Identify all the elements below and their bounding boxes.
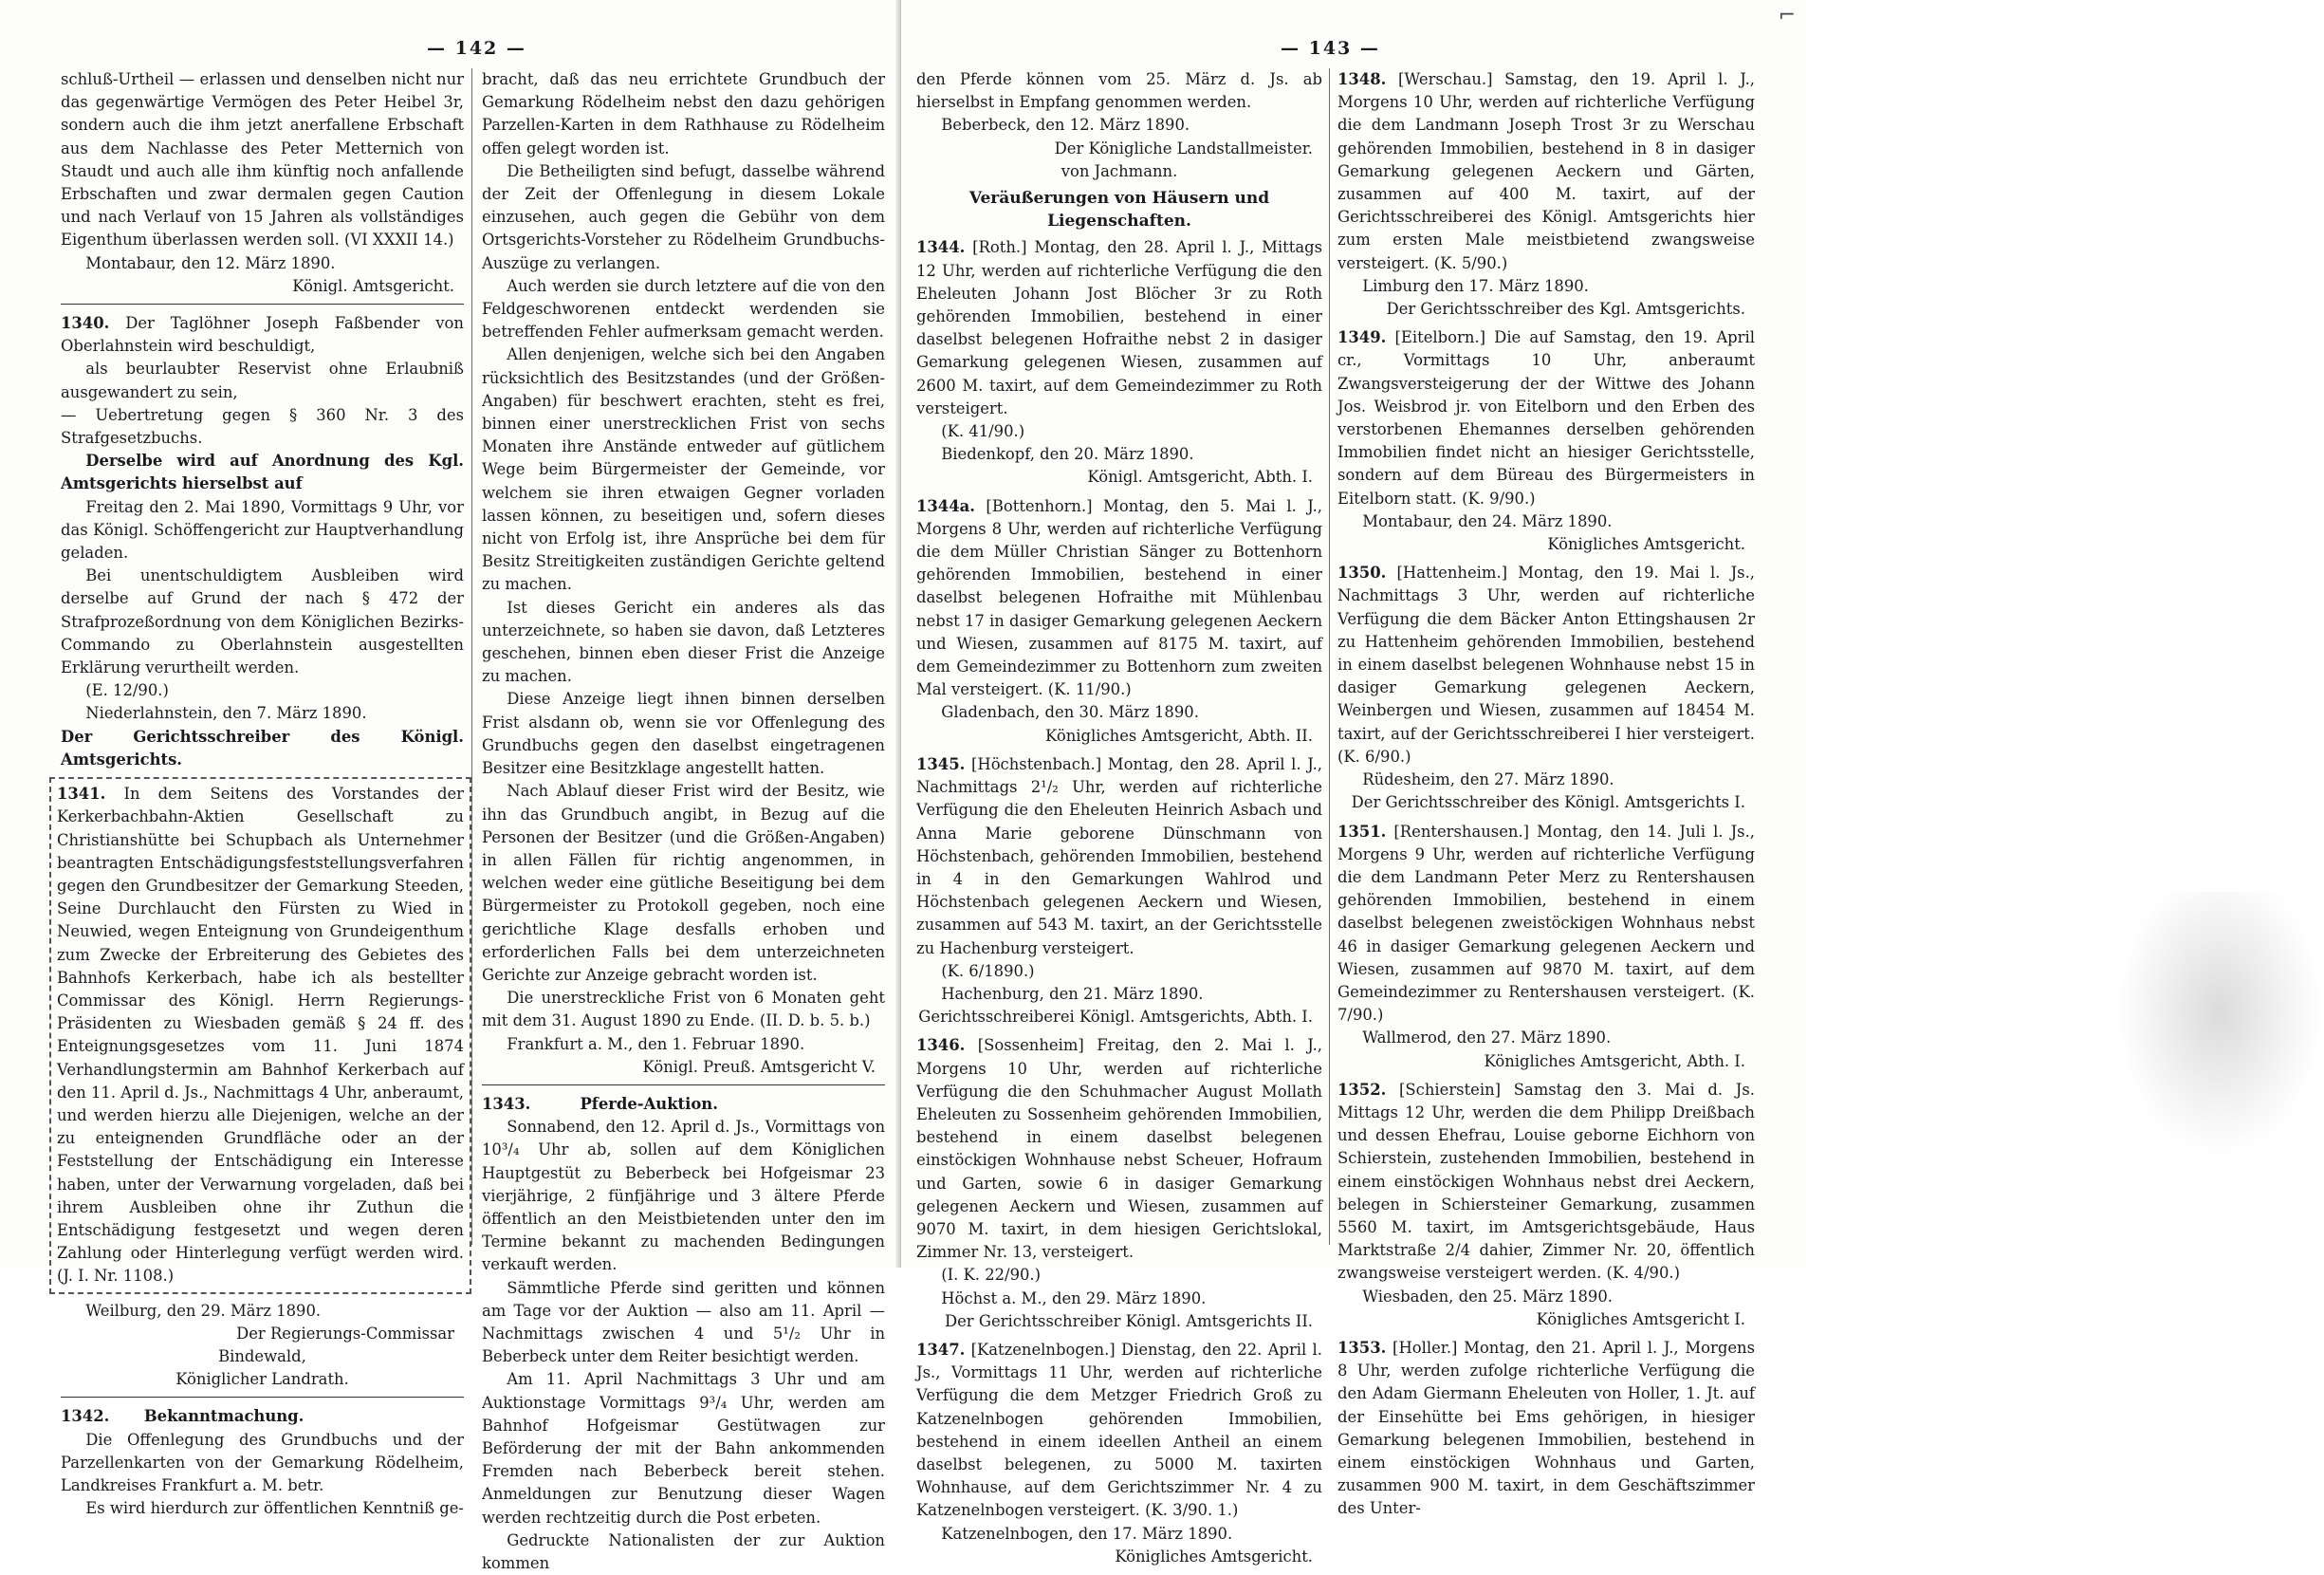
notice-1353: [1337, 1337, 1755, 1521]
notice-number: 1340.: [61, 314, 110, 333]
notice-text: Sonnabend, den 12. April d. Js., Vormittags von 10³/₄ Uhr ab, sollen auf dem Königlichen Hauptgestüt zu Beberbeck bei Hofgeismar 23 vierjährige, 2 fünfjährige und 3 ältere Pferde öffentlich an den Meistbietenden unter den im Termine bekannt zu machenden Bedingungen verkauft werden.: [482, 1118, 885, 1274]
notice-place-date: Katzenelnbogen, den 17. März 1890.: [941, 1524, 1233, 1543]
notice-place-date: Montabaur, den 12. März 1890.: [85, 253, 336, 272]
notice-signer: Der Königliche Landstallmeister.: [1054, 139, 1313, 158]
right-column-b: [1337, 68, 1755, 1518]
notice-signer: Königl. Preuß. Amtsgericht V.: [642, 1057, 876, 1076]
left-page: [0, 0, 901, 1572]
notice-text: Diese Anzeige liegt ihnen binnen derselben Frist alsdann ob, wenn sie vor Offenlegung des Grundbuchs gegen den daselbst eingetragenen Besitzer eine Besitzklage angestellt hatten.: [482, 690, 885, 778]
notice-signer: Der Gerichtsschreiber Königl. Amtsgerichts II.: [944, 1311, 1313, 1330]
notice-reference: (K. 5/90.): [1433, 253, 1508, 272]
notice-number: 1345.: [916, 754, 966, 773]
left-column-a: [57, 68, 464, 1518]
notice-reference: (I. K. 22/90.): [941, 1266, 1042, 1285]
corner-mark: ⌐: [1778, 4, 1796, 28]
notice-text: schluß-Urtheil — erlassen und denselben nicht nur das gegenwärtige Vermögen des Peter Heibel 3r, sondern auch die ihm jetzt anerfallene Erbschaft aus dem Nachlasse des Peter Metternich von Staudt und auch alle ihm künftig noch anfallende Erbschaften und zwar dermalen gegen Caution und nach Verlauf von 15 Jahren als vollständiges Eigenthum überlassen werden soll. (VI XXXII 14.): [61, 70, 464, 250]
notice-signer: von Jachmann.: [1061, 161, 1178, 180]
notice-place-date: Beberbeck, den 12. März 1890.: [941, 116, 1190, 135]
notice-text: Die unerstreckliche Frist von 6 Monaten geht mit dem 31. August 1890 zu Ende. (II. D. b. 5. b.): [482, 989, 885, 1030]
notice-text: [Roth.] Montag, den 28. April l. J., Mittags 12 Uhr, werden auf richterliche Verfügung die den Eheleuten Johann Jost Blöcher 3r zu Roth gehörenden Immobilien, bestehend in einer daselbst belegenen Hofraithe nebst 2 in dasiger Gemarkung gelegenen Wiesen, zusammen auf 2600 M. taxirt, auf dem Gemeindezimmer zu Roth versteigert.: [916, 238, 1322, 417]
notice-number: 1348.: [1337, 70, 1387, 88]
notice-text: Die Offenlegung des Grundbuchs und der Parzellenkarten von der Gemarkung Rödelheim, Landkreises Frankfurt a. M. betr.: [61, 1430, 464, 1494]
notice-1349: [1337, 326, 1755, 556]
notice-text: Die Betheiligten sind befugt, dasselbe während der Zeit der Offenlegung in diesem Lokale einzusehen, auch gegen die Gebühr von dem Ortsgerichts-Vorsteher zu Rödelheim Grundbuchs-Auszüge zu verlangen.: [482, 161, 885, 272]
notice-number: 1346.: [916, 1036, 966, 1055]
notice-reference: (K. 7/90.): [1337, 982, 1755, 1025]
notice-place-date: Gladenbach, den 30. März 1890.: [941, 703, 1199, 722]
notice-text: bracht, daß das neu errichtete Grundbuch der Gemarkung Rödelheim nebst den dazu gehörigen Parzellen-Karten in dem Rathhause zu Rödelheim offen gelegt worden ist.: [482, 70, 885, 158]
notice-text: Nach Ablauf dieser Frist wird der Besitz, wie ihn das Grundbuch angibt, in Bezug auf die Personen der Besitzer (und die Größen-Angaben) in allen Fällen für richtig angenommen, in welchen weder eine gütliche Beseitigung bei dem Bürgermeister zu Protokoll gegeben, noch eine gerichtliche Klage desfalls erhoben und erforderlichen Falls bei dem unterzeichneten Gerichte zur Anzeige gebracht worden ist.: [482, 782, 885, 984]
notice-signer: Königlicher Landrath.: [175, 1370, 349, 1389]
notice-continued: [61, 68, 464, 298]
notice-text: Ist dieses Gericht ein anderes als das unterzeichnete, so haben sie davon, daß Letzteres geschehen, binnen eben dieser Frist die Anzeige zu machen.: [482, 598, 885, 686]
notice-signer: Königl. Amtsgericht, Abth. I.: [1087, 468, 1313, 487]
divider: [61, 1397, 464, 1398]
right-page: [901, 0, 1807, 1566]
notice-1346: [916, 1034, 1322, 1333]
notice-place-date: Wiesbaden, den 25. März 1890.: [1362, 1287, 1613, 1306]
notice-place-date: Weilburg, den 29. März 1890.: [85, 1301, 322, 1320]
notice-place-date: Frankfurt a. M., den 1. Februar 1890.: [507, 1034, 805, 1053]
notice-signer: Königliches Amtsgericht.: [1547, 535, 1745, 554]
notice-text: Sämmtliche Pferde sind geritten und können am Tage vor der Auktion — also am 11. April — Nachmittags zwischen 4 und 5¹/₂ Uhr in Beberbeck unter dem Reiter besichtigt werden.: [482, 1278, 885, 1366]
notice-text: [Bottenhorn.] Montag, den 5. Mai l. J., Morgens 8 Uhr, werden auf richterliche Verfügung die dem Müller Christian Sänger zu Bottenhorn gehörenden Immobilien, bestehend in einer daselbst belegenen Hofraithe mit Mühlenbau nebst 17 in dasiger Gemarkung gelegenen Aeckern und Wiesen, zusammen auf 8175 M. taxirt, auf dem Gemeindezimmer zu Bottenhorn zum zweiten Mal versteigert. (K. 11/90.): [916, 496, 1322, 699]
notice-text: [Eitelborn.] Die auf Samstag, den 19. April cr., Vormittags 10 Uhr, anberaumt Zwangsversteigerung der der Wittwe des Johann Jos. Weisbrod jr. von Eitelborn und den Erben des verstorbenen Ehemannes derselben gehörenden Immobilien findet nicht an hiesiger Gerichtsstelle, sondern auf dem Büreau des Bürgermeisters in Eitelborn statt.: [1337, 328, 1755, 508]
notice-number: 1353.: [1337, 1338, 1387, 1357]
notice-place-date: Limburg den 17. März 1890.: [1362, 276, 1589, 295]
notice-text: Derselbe wird auf Anordnung des Kgl. Amtsgerichts hierselbst auf: [61, 452, 464, 493]
notice-1350: [1337, 562, 1755, 814]
notice-heading: Pferde-Auktion.: [580, 1094, 718, 1113]
notice-signer: Königliches Amtsgericht.: [1115, 1547, 1313, 1566]
section-heading: Veräußerungen von Häusern und Liegenschaften.: [968, 189, 1270, 232]
notice-text: Der Taglöhner Joseph Faßbender von Oberlahnstein wird beschuldigt,: [61, 314, 464, 356]
notice-text: [Holler.] Montag, den 21. April l. J., Morgens 8 Uhr, werden zufolge richterliche Verfügung die den Adam Giermann Eheleuten von Holler, 1. Jt. auf der Einsehütte bei Ems gehörigen, in hiesiger Gemarkung belegenen Immobilien, bestehend in einem einstöckigen Wohnhaus und Garten, zusammen 900 M. taxirt, in dem Geschäftszimmer des Unter-: [1337, 1338, 1755, 1518]
notice-text: [Hattenheim.] Montag, den 19. Mai l. Js., Nachmittags 3 Uhr, werden auf richterliche Verfügung die dem Bäcker Anton Ettingshausen 2r zu Hattenheim gehörenden Immobilien, bestehend in einem daselbst belegenen Wohnhause nebst 15 in dasiger Gemarkung gelegenen Aeckern, Weinbergen und Wiesen, zusammen auf 18454 M. taxirt, auf der Gerichtsschreiberei I hier versteigert.: [1337, 564, 1755, 743]
notice-number: 1349.: [1337, 328, 1387, 347]
notice-text: als beurlaubter Reservist ohne Erlaubniß ausgewandert zu sein,: [61, 360, 464, 401]
notice-1342: [61, 1405, 464, 1520]
notice-1348: [1337, 68, 1755, 321]
notice-text: Auch werden sie durch letztere auf die von den Feldgeschworenen entdeckt werdenden sie betreffenden Fehler aufmerksam gemacht werden.: [482, 276, 885, 342]
notice-1344a: [916, 495, 1322, 748]
right-column-a: [916, 68, 1322, 1566]
notice-reference: (K. 9/90.): [1462, 489, 1536, 508]
notice-signer: Königliches Amtsgericht I.: [1536, 1309, 1745, 1328]
notice-text: [Höchstenbach.] Montag, den 28. April l. J., Nachmittags 2¹/₂ Uhr, werden auf richterliche Verfügung die den Eheleuten Heinrich Asbach und Anna Marie geborene Dünschmann von Höchstenbach, gehörenden Immobilien, bestehend in 4 in den Gemarkungen Wahlrod und Höchstenbach gelegenen Aeckern und Wiesen, zusammen auf 543 M. taxirt, an der Gerichtsstelle zu Hachenburg versteigert.: [916, 754, 1322, 957]
notice-text: Bei unentschuldigtem Ausbleiben wird derselbe auf Grund der nach § 472 der Strafprozeßordnung von dem Königlichen Bezirks-Commando zu Oberlahnstein ausgestellten Erklärung verurtheilt werden.: [61, 566, 464, 677]
notice-text: Freitag den 2. Mai 1890, Vormittags 9 Uhr, vor das Königl. Schöffengericht zur Hauptverhandlung geladen.: [61, 497, 464, 563]
notice-number: 1342.: [61, 1407, 110, 1426]
notice-1341: [49, 777, 471, 1293]
notice-signer: Königliches Amtsgericht, Abth. I.: [1484, 1051, 1745, 1070]
notice-1341-signature: [61, 1300, 464, 1392]
notice-number: 1350.: [1337, 564, 1387, 583]
notice-reference: (K. 3/90. 1.): [1145, 1501, 1239, 1520]
notice-number: 1344a.: [916, 496, 975, 515]
notice-reference: (K. 6/90.): [1337, 747, 1411, 766]
notice-signer: Königl. Amtsgericht.: [292, 276, 454, 295]
column-divider: [1329, 68, 1330, 1245]
left-column-b: [482, 68, 885, 1572]
notice-place-date: Wallmerod, den 27. März 1890.: [1362, 1028, 1612, 1047]
notice-1343: [482, 1093, 885, 1575]
notice-signer: Der Gerichtsschreiber des Königl. Amtsgerichts I.: [1351, 793, 1745, 812]
notice-heading: Bekanntmachung.: [143, 1407, 304, 1426]
notice-1340: [61, 312, 464, 771]
notice-reference: (K. 4/90.): [1606, 1264, 1680, 1283]
notice-reference: (K. 41/90.): [941, 422, 1025, 441]
notice-text: Allen denjenigen, welche sich bei den Angaben rücksichtlich des Besitzstandes (und der Größen-Angaben) für beschwert erachten, steht es frei, binnen einer unerstrecklichen Frist von sechs Monaten ihre Anstände entweder auf gütlichem Wege beim Bürgermeister der Gemeinde, vor welchem sie ihren etwaigen Gegner vorladen lassen können, zu beseitigen und, sofern dieses nicht von Erfolg ist, ihre Ansprüche bei dem für Besitz Streitigkeiten zuständigen Gerichte geltend zu machen.: [482, 345, 885, 594]
notice-text: [Sossenheim] Freitag, den 2. Mai l. J., Morgens 10 Uhr, werden auf richterliche Verfügung die den Schuhmacher August Mollath Eheleuten zu Sossenheim gehörenden Immobilien, bestehend in einem daselbst belegenen einstöckigen Wohnhause nebst Scheuer, Hofraum und Garten, sowie 6 in dasiger Gemarkung gelegenen Aeckern und Wiesen, zusammen auf 9070 M. taxirt, in dem hiesigen Gerichtslokal, Zimmer Nr. 13, versteigert.: [916, 1036, 1322, 1262]
notice-signer: Der Gerichtsschreiber des Königl. Amtsgerichts.: [61, 727, 464, 769]
notice-1351: [1337, 821, 1755, 1073]
divider: [61, 304, 464, 305]
notice-place-date: Niederlahnstein, den 7. März 1890.: [85, 704, 367, 723]
notice-text: [Katzenelnbogen.] Dienstag, den 22. April l. Js., Vormittags 11 Uhr, werden auf richterliche Verfügung die dem Metzger Friedrich Groß zu Katzenelnbogen gehörenden Immobilien, bestehend in einem ideellen Antheil an einem daselbst belegenen, zu 5000 M. taxirten Wohnhause, auf dem Gerichtszimmer Nr. 4 zu Katzenelnbogen versteigert.: [916, 1340, 1322, 1520]
notice-place-date: Biedenkopf, den 20. März 1890.: [941, 445, 1194, 464]
notice-text: den Pferde können vom 25. März d. Js. ab hierselbst in Empfang genommen werden.: [916, 70, 1322, 112]
notice-number: 1344.: [916, 238, 966, 257]
page-number: — 143 —: [1281, 38, 1380, 59]
notice-1347: [916, 1339, 1322, 1568]
notice-signer: Königliches Amtsgericht, Abth. II.: [1045, 726, 1313, 745]
paper-stain: [2115, 892, 2324, 1158]
notice-text: Es wird hierdurch zur öffentlichen Kenntniß ge-: [85, 1499, 464, 1518]
notice-reference: (K. 6/1890.): [941, 961, 1035, 980]
notice-number: 1343.: [482, 1094, 531, 1113]
notice-signer: Der Gerichtsschreiber des Kgl. Amtsgerichts.: [1386, 300, 1745, 319]
notice-number: 1341.: [57, 785, 106, 804]
notice-signer: Bindewald,: [218, 1346, 306, 1365]
notice-reference: (E. 12/90.): [85, 681, 169, 700]
notice-number: 1351.: [1337, 822, 1387, 841]
notice-1352: [1337, 1079, 1755, 1331]
notice-1344: [916, 236, 1322, 489]
notice-signer: Der Regierungs-Commissar: [236, 1324, 454, 1343]
notice-number: 1352.: [1337, 1080, 1387, 1099]
notice-text: — Uebertretung gegen § 360 Nr. 3 des Strafgesetzbuchs.: [61, 405, 464, 448]
page-number: — 142 —: [427, 38, 526, 59]
column-divider: [471, 68, 472, 1245]
notice-place-date: Rüdesheim, den 27. März 1890.: [1362, 770, 1614, 789]
notice-signer: Gerichtsschreiberei Königl. Amtsgerichts, Abth. I.: [918, 1008, 1313, 1027]
notice-number: 1347.: [916, 1340, 966, 1359]
notice-text: Gedruckte Nationalisten der zur Auktion kommen: [482, 1530, 885, 1572]
notice-text: In dem Seitens des Vorstandes der Kerkerbachbahn-Aktien Gesellschaft zu Christianshütte bei Schupbach als Unternehmer beantragten Entschädigungsfeststellungsverfahren gegen den Grundbesitzer der Gemarkung Steeden, Seine Durchlaucht den Fürsten zu Wied in Neuwied, wegen Enteignung von Grundeigenthum zum Zwecke der Erbreiterung des Gebietes des Bahnhofs Kerkerbach, habe ich als bestellter Commissar des Königl. Herrn Regierungs-Präsidenten zu Wiesbaden gemäß § 24 ff. des Enteignungsgesetzes vom 11. Juni 1874 Verhandlungstermin am Bahnhof Kerkerbach auf den 11. April d. Js., Nachmittags 4 Uhr, anberaumt, und werden hierzu alle Diejenigen, welche an der zu enteignenden Grundfläche oder an der Feststellung der Entschädigung ein Interesse haben, unter der Verwarnung vorgeladen, daß bei ihrem Ausbleiben ohne ihr Zuthun die Entschädigung festgesetzt und wegen deren Zahlung oder Hinterlegung verfügt werden wird. (J. I. Nr. 1108.): [57, 785, 464, 1286]
notice-text: [Schierstein] Samstag den 3. Mai d. Js. Mittags 12 Uhr, werden die dem Philipp Dreißbach und dessen Ehefrau, Louise geborne Eichhorn von Schierstein, zustehenden Immobilien, bestehend in einem einstöckigen Wohnhaus nebst drei Aeckern, belegen in Schiersteiner Gemarkung, zusammen 5560 M. taxirt, im Amtsgerichtsgebäude, Haus Marktstraße 2/4 dahier, Zimmer Nr. 20, öffentlich zwangsweise versteigert werden.: [1337, 1080, 1755, 1283]
notice-place-date: Höchst a. M., den 29. März 1890.: [941, 1288, 1207, 1307]
notice-text: [Werschau.] Samstag, den 19. April l. J., Morgens 10 Uhr, werden auf richterliche Verfügung die dem Landmann Joseph Trost 3r zu Werschau gehörenden Immobilien, bestehend in 8 in dasiger Gemarkung gelegenen Aeckern und Gärten, zusammen auf 400 M. taxirt, auf der Gerichtsschreiberei des Königl. Amtsgerichts hier zum ersten Male meistbietend zwangsweise versteigert.: [1337, 70, 1755, 272]
notice-1345: [916, 753, 1322, 1028]
notice-place-date: Montabaur, den 24. März 1890.: [1362, 511, 1613, 530]
divider: [482, 1084, 885, 1085]
notice-place-date: Hachenburg, den 21. März 1890.: [941, 984, 1204, 1003]
notice-text: Am 11. April Nachmittags 3 Uhr und am Auktionstage Vormittags 9³/₄ Uhr, werden am Bahnhof Hofgeismar Gestütwagen zur Beförderung der mit der Bahn ankommenden Fremden nach Beberbeck bereit stehen. Anmeldungen zur Benutzung dieser Wagen werden rechtzeitig durch die Post erbeten.: [482, 1370, 885, 1527]
notice-text: [Rentershausen.] Montag, den 14. Juli l. Js., Morgens 9 Uhr, werden auf richterliche Verfügung die dem Landmann Peter Merz zu Rentershausen gehörenden Immobilien, bestehend in einem daselbst belegenen zweistöckigen Wohnhaus nebst 46 in dasiger Gemarkung gelegenen Aeckern und Wiesen, zusammen auf 9870 M. taxirt, auf dem Gemeindezimmer zu Rentershausen versteigert.: [1337, 822, 1755, 1001]
